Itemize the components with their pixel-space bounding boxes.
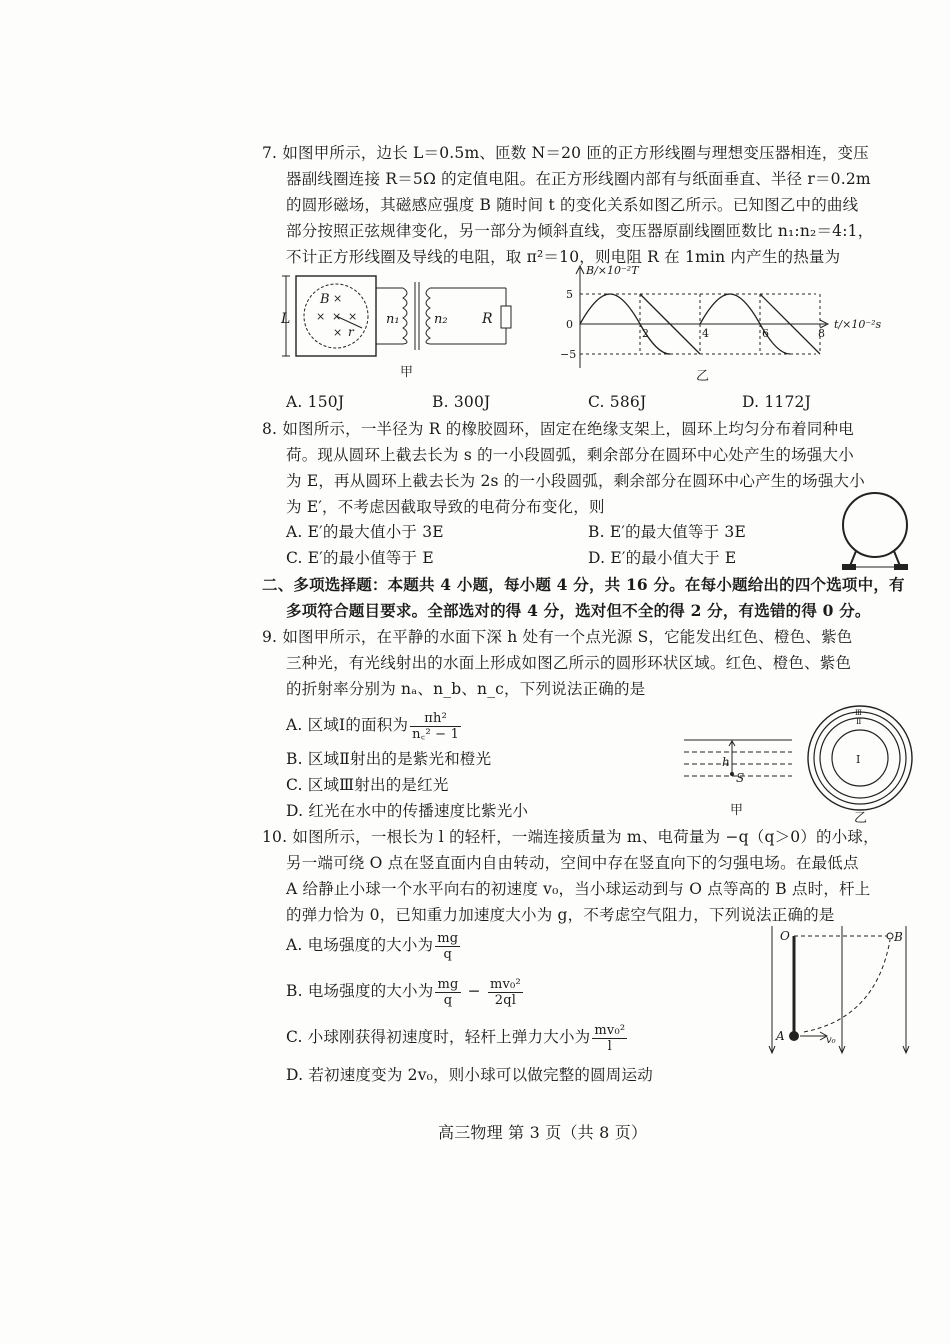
q10-option-b: B. 电场强度的大小为 $\frac{mg}{q}$ − $\frac{\text{mv₀²}}{2ql}$ xyxy=(286,976,521,1008)
q7-line-4: 部分按照正弦规律变化，另一部分为倾斜直线，变压器原副线圈匝数比 n₁:n₂＝4:1， xyxy=(286,222,874,240)
q8-option-d: D. E′的最小值大于 E xyxy=(588,549,737,567)
q7-fig-b-ytick-0: 0 xyxy=(566,318,573,331)
q9-fig-S: S xyxy=(736,771,745,785)
q10-fig-A: A xyxy=(776,1029,785,1043)
q9-line-3: 的折射率分别为 nₐ、n_b、n_c，下列说法正确的是 xyxy=(286,680,646,698)
q9-line-2: 三种光，有光线射出的水面上形成如图乙所示的圆形环状区域。红色、橙色、紫色 xyxy=(286,654,852,672)
q8-line-4: 为 E′，不考虑因截取导致的电荷分布变化，则 xyxy=(286,498,605,516)
q10-line-2: 另一端可绕 O 点在竖直面内自由转动，空间中存在竖直向下的匀强电场。在最低点 xyxy=(286,854,859,872)
q7-fig-a-n2: n₂ xyxy=(434,312,448,327)
q7-fig-a-B: B xyxy=(320,292,330,307)
svg-text:×: × xyxy=(333,292,343,305)
q10-option-c: C. 小球刚获得初速度时，轻杆上弹力大小为 $\frac{\text{mv₀²}}{l}$ xyxy=(286,1022,626,1054)
q7-option-c: C. 586J xyxy=(588,393,647,411)
q7-option-a: A. 150J xyxy=(286,393,345,411)
q9-fig-caption-b: 乙 xyxy=(854,811,868,824)
q8-line-1: 8. 如图所示，一半径为 R 的橡胶圆环，固定在绝缘支架上，圆环上均匀分布着同种电 xyxy=(262,420,854,438)
q7-line-2: 器副线圈连接 R＝5Ω 的定值电阻。在正方形线圈内部有与纸面垂直、半径 r＝0.2m xyxy=(286,170,871,188)
q9-fig-region-1: Ⅰ xyxy=(856,753,861,766)
q7-fig-b-xtick-6: 6 xyxy=(762,327,769,340)
q7-fig-b-ytick-m5: −5 xyxy=(560,348,577,361)
q10-fig-O: O xyxy=(780,929,790,943)
q7-fig-a-R: R xyxy=(482,311,493,327)
q8-line-3: 为 E，再从圆环上截去长为 2s 的一小段圆弧，剩余部分在圆环中心产生的场强大小 xyxy=(286,472,865,490)
q10-fig-B: B xyxy=(894,930,903,944)
svg-text:×: × xyxy=(348,310,358,323)
q9-figure xyxy=(680,702,920,824)
q7-line-5: 不计正方形线圈及导线的电阻，取 π²＝10，则电阻 R 在 1min 内产生的热量为 xyxy=(286,248,841,266)
svg-text:×: × xyxy=(333,326,343,339)
q7-fig-a-L: L xyxy=(281,311,291,327)
q7-option-d: D. 1172J xyxy=(742,393,812,411)
q10-line-1: 10. 如图所示，一根长为 l 的轻杆，一端连接质量为 m、电荷量为 −q（q＞0）的小球， xyxy=(262,828,879,846)
svg-text:×: × xyxy=(332,310,342,323)
q10-option-a: A. 电场强度的大小为 $\frac{mg}{q}$ xyxy=(286,930,459,962)
q7-fig-b-xtick-8: 8 xyxy=(818,327,825,340)
q8-line-2: 荷。现从圆环上截去长为 s 的一小段圆弧，剩余部分在圆环中心处产生的场强大小 xyxy=(286,446,854,464)
q9-option-c: C. 区域Ⅲ射出的是红光 xyxy=(286,776,449,794)
q7-fig-a-n1: n₁ xyxy=(386,312,400,327)
q10-line-4: 的弹力恰为 0，已知重力加速度大小为 g，不考虑空气阻力，下列说法正确的是 xyxy=(286,906,835,924)
section2-line-1: 二、多项选择题：本题共 4 小题，每小题 4 分，共 16 分。在每小题给出的四个选项中，有 xyxy=(262,575,905,594)
q10-line-3: A 给静止小球一个水平向右的初速度 v₀，当小球运动到与 O 点等高的 B 点时，杆上 xyxy=(286,880,871,898)
q7-fig-a-r: r xyxy=(348,325,354,339)
q7-figure-a xyxy=(278,268,528,380)
q7-line-3: 的圆形磁场，其磁感应强度 B 随时间 t 的变化关系如图乙所示。已知图乙中的曲线 xyxy=(286,196,859,214)
section2-line-2: 多项符合题目要求。全部选对的得 4 分，选对但不全的得 2 分，有选错的得 0 分。 xyxy=(286,601,871,620)
q9-option-b: B. 区域Ⅱ射出的是紫光和橙光 xyxy=(286,750,492,768)
q10-figure xyxy=(764,922,920,1058)
svg-text:×: × xyxy=(316,310,326,323)
q9-fig-region-2: Ⅱ xyxy=(856,717,862,726)
q7-fig-b-xtick-4: 4 xyxy=(702,327,709,340)
q9-line-1: 9. 如图甲所示，在平静的水面下深 h 处有一个点光源 S，它能发出红色、橙色、紫色 xyxy=(262,628,853,646)
q9-fig-h: h xyxy=(722,755,730,769)
q10-fig-v0: v₀ xyxy=(826,1035,836,1046)
q9-option-d: D. 红光在水中的传播速度比紫光小 xyxy=(286,802,529,820)
q7-fig-b-ytick-5: 5 xyxy=(566,288,573,301)
q7-line-1: 7. 如图甲所示，边长 L＝0.5m、匝数 N＝20 匝的正方形线圈与理想变压器相连，变压 xyxy=(262,144,869,162)
q9-fig-caption-a: 甲 xyxy=(730,803,744,818)
q8-option-c: C. E′的最小值等于 E xyxy=(286,549,434,567)
q8-option-b: B. E′的最大值等于 3E xyxy=(588,523,746,541)
q8-option-a: A. E′的最大值小于 3E xyxy=(286,523,444,541)
page-footer: 高三物理 第 3 页（共 8 页） xyxy=(438,1123,648,1142)
q7-fig-b-xtick-2: 2 xyxy=(642,327,649,340)
q9-fig-region-3: Ⅲ xyxy=(855,709,862,717)
q7-figure-b xyxy=(556,262,896,384)
q8-ring-figure xyxy=(830,488,920,576)
q7-fig-b-ylabel: B/×10⁻²T xyxy=(586,264,639,277)
q7-option-b: B. 300J xyxy=(432,393,491,411)
q9-option-a: A. 区域Ⅰ的面积为 $\frac{\text{πh²}}{\text{n꜀² − 1}}$ xyxy=(286,710,460,742)
q7-fig-b-caption: 乙 xyxy=(696,369,710,384)
q10-option-d: D. 若初速度变为 2v₀，则小球可以做完整的圆周运动 xyxy=(286,1066,653,1084)
q7-fig-b-xlabel: t/×10⁻²s xyxy=(834,318,882,331)
q7-fig-a-caption: 甲 xyxy=(400,365,414,380)
